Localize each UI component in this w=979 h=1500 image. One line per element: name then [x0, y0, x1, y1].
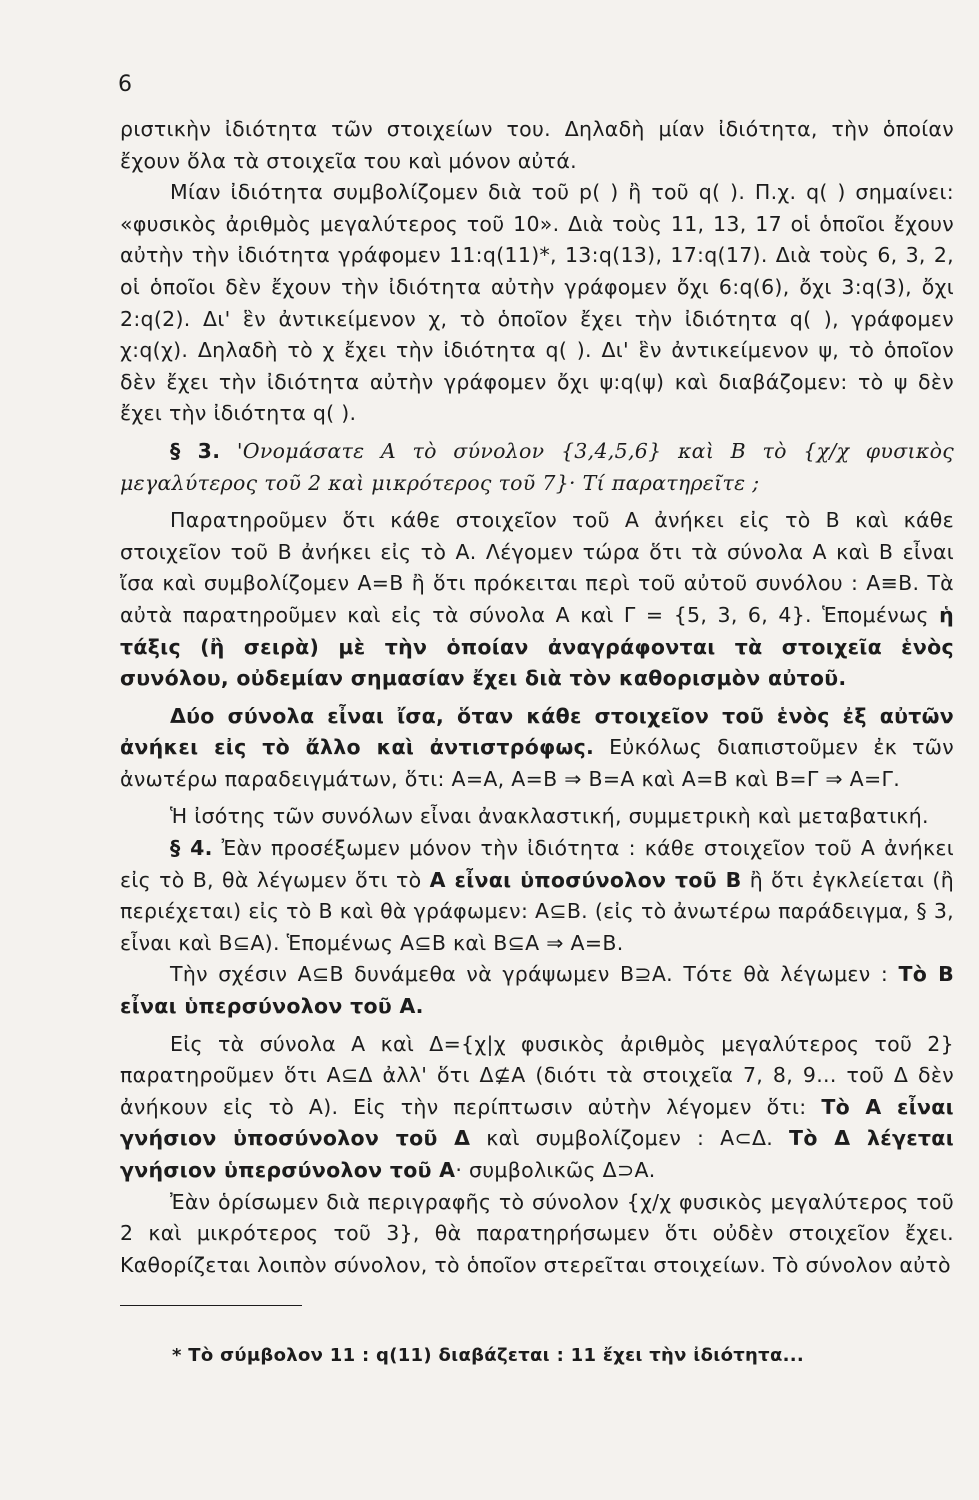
text-run: ριστικὴν ἰδιότητα τῶν στοιχείων του. Δηλαδὴ μίαν ἰδιότητα, τὴν ὁποίαν ἔχουν ὅλα τὰ στοιχεῖα του καὶ μόνον αὐτά. [120, 117, 954, 173]
paragraph-1 [120, 114, 954, 177]
text-run: Ἐὰν ὁρίσωμεν διὰ περιγραφῆς τὸ σύνολον {χ/χ φυσικὸς μεγαλύτερος τοῦ 2 καὶ μικρότερος τοῦ 3}, θὰ παρατηρήσωμεν ὅτι οὐδὲν στοιχεῖον ἔχει. Καθορίζεται λοιπὸν σύνολον, τὸ ὁποῖον στερεῖται στοιχείων. Τὸ σύνολον αὐτὸ [120, 1189, 954, 1277]
text-run: Τὴν σχέσιν Α⊆Β δυνάμεθα νὰ γράψωμεν Β⊇Α. Τότε θὰ λέγωμεν : [170, 962, 889, 987]
text-run: Εἰς τὰ σύνολα Α καὶ Δ={χ|χ φυσικὸς ἀριθμὸς μεγαλύτερος τοῦ 2} παρατηροῦμεν ὅτι Α⊆Δ ἀλλ' ὅτι Δ⊈Α (διότι τὰ στοιχεῖα 7, 8, 9... τοῦ Δ δὲν ἀνήκουν εἰς τὸ Α). Εἰς τὴν περίπτωσιν αὐτὴν λέγομεν ὅτι: [120, 1031, 954, 1119]
bold-definition: Τὸ Δ λέγεται γνήσιον ὑπερσύνολον τοῦ Α [120, 1126, 954, 1182]
paragraph-3 [120, 505, 954, 695]
section-label: § 3. [170, 438, 221, 463]
text-run: Ἐὰν προσέξωμεν μόνον τὴν ἰδιότητα : κάθε στοιχεῖον τοῦ Α ἀνήκει εἰς τὸ Β, θὰ λέγωμεν ὅτι τὸ [120, 836, 954, 892]
paragraph-7 [120, 1029, 954, 1187]
paragraph-6 [120, 959, 954, 1022]
bold-definition: Τὸ Α εἶναι γνήσιον ὑποσύνολον τοῦ Δ [120, 1094, 954, 1151]
paragraph-4 [120, 701, 954, 796]
text-run: Παρατηροῦμεν ὅτι κάθε στοιχεῖον τοῦ Α ἀνήκει εἰς τὸ Β καὶ κάθε στοιχεῖον τοῦ Β ἀνήκει εἰς τὸ Α. Λέγομεν τώρα ὅτι τὰ σύνολα Α καὶ Β εἶναι ἴσα καὶ συμβολίζομεν Α=Β ἢ ὅτι πρόκειται περὶ τοῦ αὐτοῦ συνόλου : Α≡Β. Τὰ αὐτὰ παρατηροῦμεν καὶ εἰς τὰ σύνολα Α καὶ Γ = {5, 3, 6, 4}. Ἑπομένως [120, 508, 954, 627]
paragraph-5 [120, 801, 954, 833]
main-text [120, 114, 954, 1281]
page-number: 6 [118, 72, 132, 97]
text-run: καὶ συμβολίζομεν : Α⊂Δ. [486, 1126, 774, 1151]
section-label: § 4. [170, 836, 213, 861]
bold-definition: Α εἶναι ὑποσύνολον τοῦ Β [429, 867, 742, 892]
paragraph-2 [120, 177, 954, 430]
paragraph-8 [120, 1187, 954, 1282]
text-run: · συμβολικῶς Δ⊃Α. [455, 1158, 656, 1182]
text-run: Εὐκόλως διαπιστοῦμεν ἐκ τῶν ἀνωτέρω παραδειγμάτων, ὅτι: Α=Α, Α=Β ⇒ Β=Α καὶ Α=Β καὶ Β=Γ ⇒ Α=Γ. [120, 735, 954, 791]
text-run: Ἡ ἰσότης τῶν συνόλων εἶναι ἀνακλαστική, συμμετρικὴ καὶ μεταβατική. [170, 804, 929, 829]
section-question: 'Ονομάσατε Α τὸ σύνολον {3,4,5,6} καὶ Β τὸ {χ/χ φυσικὸς μεγαλύτερος τοῦ 2 καὶ μικρότερος τοῦ 7}· Τί παρατηρεῖτε ; [120, 438, 954, 495]
bold-definition: Τὸ Β εἶναι ὑπερσύνολον τοῦ Α. [120, 962, 954, 1019]
footnote: * Τὸ σύμβολον 11 : q(11) διαβάζεται : 11 ἔχει τὴν ἰδιότητα... [172, 1345, 805, 1366]
bold-statement: ἡ τάξις (ἢ σειρὰ) μὲ τὴν ὁποίαν ἀναγράφονται τὰ στοιχεῖα ἑνὸς συνόλου, οὐδεμίαν σημασίαν ἔχει διὰ τὸν καθορισμὸν αὐτοῦ. [120, 602, 954, 691]
section-4 [120, 833, 954, 959]
section-3-heading [120, 436, 954, 499]
text-run: ἢ ὅτι ἐγκλείεται (ἢ περιέχεται) εἰς τὸ Β καὶ θὰ γράφωμεν: Α⊆Β. (εἰς τὸ ἀνωτέρω παράδειγμα, § 3, εἶναι καὶ Β⊆Α). Ἑπομένως Α⊆Β καὶ Β⊆Α ⇒ Α=Β. [120, 867, 955, 955]
bold-definition: Δύο σύνολα εἶναι ἴσα, ὅταν κάθε στοιχεῖον τοῦ ἑνὸς ἐξ αὐτῶν ἀνήκει εἰς τὸ ἄλλο καὶ ἀντιστρόφως. [120, 703, 954, 760]
footnote-divider [120, 1305, 302, 1306]
text-run: Μίαν ἰδιότητα συμβολίζομεν διὰ τοῦ p( ) ἢ τοῦ q( ). Π.χ. q( ) σημαίνει: «φυσικὸς ἀριθμὸς μεγαλύτερος τοῦ 10». Διὰ τοὺς 11, 13, 17 οἱ ὁποῖοι ἔχουν αὐτὴν τὴν ἰδιότητα γράφομεν 11:q(11)*, 13:q(13), 17:q(17). Διὰ τοὺς 6, 3, 2, οἱ ὁποῖοι δὲν ἔχουν τὴν ἰδιότητα αὐτὴν γράφομεν ὄχι 6:q(6), ὄχι 3:q(3), ὄχι 2:q(2). Δι' ἓν ἀντικείμενον χ, τὸ ὁποῖον ἔχει τὴν ἰδιότητα q( ), γράφομεν χ:q(χ). Δηλαδὴ τὸ χ ἔχει τὴν ἰδιότητα q( ). Δι' ἓν ἀντικείμενον ψ, τὸ ὁποῖον δὲν ἔχει τὴν ἰδιότητα αὐτὴν γράφομεν ὄχι ψ:q(ψ) καὶ διαβάζομεν: τὸ ψ δὲν ἔχει τὴν ἰδιότητα q( ). [120, 180, 954, 426]
